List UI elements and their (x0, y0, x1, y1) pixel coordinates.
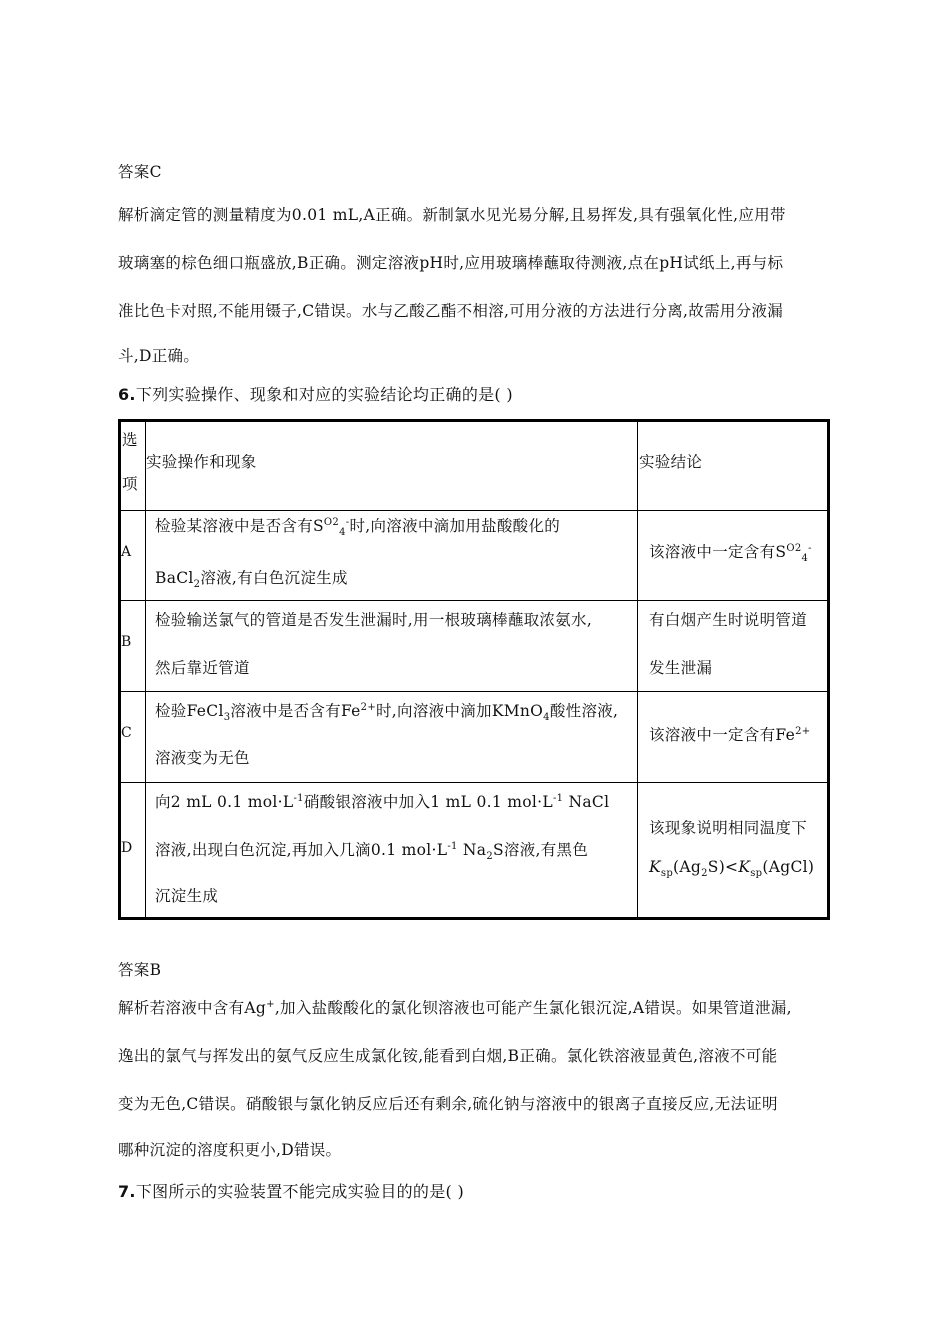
explanation-label: 解析 (118, 206, 150, 224)
explanation-2-line-2: 逸出的氯气与挥发出的氨气反应生成氯化铵,能看到白烟,B正确。氯化铁溶液显黄色,溶液不可能 (118, 1047, 778, 1065)
table-divider-col-2 (637, 422, 638, 917)
explanation-1-line-4: 斗,D正确。 (118, 347, 200, 365)
explanation-2-line-3: 变为无色,C错误。硝酸银与氯化钠反应后还有剩余,硫化钠与溶液中的银离子直接反应,无法证明 (118, 1095, 778, 1113)
row-a-operation-line-1: 检验某溶液中是否含有$S^{O2}_4^-$时,向溶液中滴加用盐酸酸化的 (155, 516, 561, 539)
answer-value: B (149, 961, 162, 979)
table-divider-col-1 (145, 422, 146, 917)
header-option-top: 选 (122, 431, 138, 449)
question-7 (118, 1179, 464, 1202)
row-d-operation-line-3: 沉淀生成 (155, 887, 219, 905)
answer-line-2 (118, 958, 161, 980)
row-b-operation-line-2: 然后靠近管道 (155, 659, 250, 677)
row-a-operation-line-2: BaCl$_2$溶液,有白色沉淀生成 (155, 569, 348, 591)
explanation-label: 解析 (118, 999, 150, 1017)
table-divider-row-1 (121, 510, 827, 511)
explanation-1-line-1: 解析滴定管的测量精度为0.01 mL,A正确。新制氯水见光易分解,且易挥发,具有强氧化性,应用带 (118, 206, 786, 224)
row-d-conclusion-line-2: $K_{sp}(Ag_2S)<K_{sp}(AgCl)$ (649, 858, 815, 880)
row-b-option: B (121, 634, 132, 650)
explanation-2-line-1: 解析若溶液中含有Ag+,加入盐酸酸化的氯化钡溶液也可能产生氯化银沉淀,A错误。如果管道泄漏, (118, 998, 792, 1017)
experiment-table (118, 419, 830, 920)
row-d-operation-line-2: 溶液,出现白色沉淀,再加入几滴0.1 $mol\cdot L^{-1}$ $Na_2S$溶液,有黑色 (155, 840, 589, 863)
row-d-conclusion-line-1: 该现象说明相同温度下 (649, 819, 808, 837)
header-operation: 实验操作和现象 (146, 453, 257, 471)
explanation-1-line-2: 玻璃塞的棕色细口瓶盛放,B正确。测定溶液pH时,应用玻璃棒蘸取待测液,点在pH试纸上,再与标 (118, 254, 784, 272)
header-conclusion: 实验结论 (639, 453, 703, 471)
question-6 (118, 382, 513, 405)
row-c-operation-line-1: 检验FeCl$_3$溶液中是否含有$Fe^{2+}$时,向溶液中滴加KMnO$_4$酸性溶液, (155, 701, 619, 724)
table-divider-row-3 (121, 691, 827, 692)
row-c-operation-line-2: 溶液变为无色 (155, 749, 250, 767)
row-c-conclusion: 该溶液中一定含有$Fe^{2+}$ (649, 725, 811, 744)
row-b-conclusion-line-2: 发生泄漏 (649, 659, 713, 677)
answer-label: 答案 (118, 163, 150, 181)
row-d-option: D (121, 840, 133, 856)
question-text: 下图所示的实验装置不能完成实验目的的是( ) (135, 1182, 464, 1201)
row-b-operation-line-1: 检验输送氯气的管道是否发生泄漏时,用一根玻璃棒蘸取浓氨水, (155, 611, 593, 629)
question-number: 7. (118, 1182, 136, 1201)
table-divider-row-2 (121, 600, 827, 601)
row-a-conclusion: 该溶液中一定含有$S^{O2}_4^-$ (649, 542, 812, 565)
table-divider-row-4 (121, 782, 827, 783)
answer-line-1 (118, 160, 162, 182)
row-a-option: A (121, 544, 132, 560)
answer-label: 答案 (118, 961, 150, 979)
row-b-conclusion-line-1: 有白烟产生时说明管道 (649, 611, 808, 629)
explanation-1-line-3: 准比色卡对照,不能用镊子,C错误。水与乙酸乙酯不相溶,可用分液的方法进行分离,故需用分液漏 (118, 302, 784, 320)
row-d-operation-line-1: 向2 mL 0.1 $mol\cdot L^{-1}$硝酸银溶液中加入1 mL 0.1 $mol\cdot L^{-1}$ NaCl (155, 792, 610, 811)
explanation-2-line-4: 哪种沉淀的溶度积更小,D错误。 (118, 1141, 342, 1159)
question-number: 6. (118, 385, 136, 404)
header-option-bottom: 项 (122, 475, 138, 493)
answer-value: C (149, 163, 162, 181)
question-text: 下列实验操作、现象和对应的实验结论均正确的是( ) (135, 385, 513, 404)
row-c-option: C (121, 725, 132, 741)
